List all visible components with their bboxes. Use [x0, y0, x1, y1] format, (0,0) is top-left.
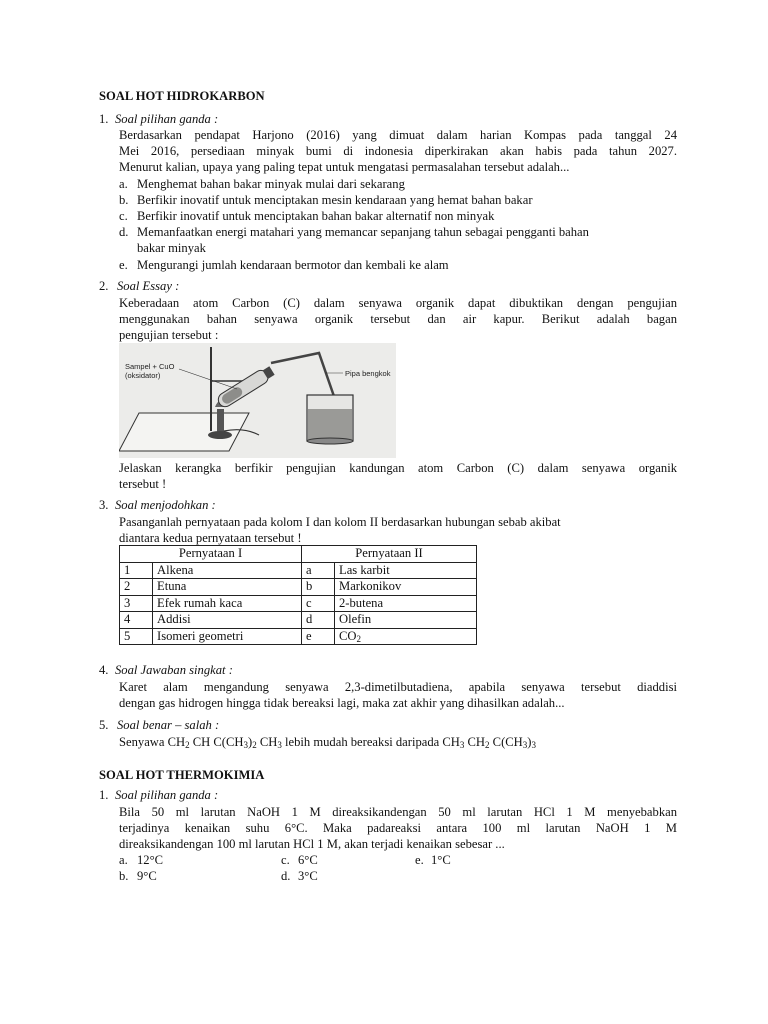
- option-key: a.: [119, 853, 128, 867]
- question-stem-line: Mei 2016, persediaan minyak bumi di indonesia diperkirakan akan habis pada tahun 2027.: [119, 144, 677, 158]
- option-text: Memanfaatkan energi matahari yang memancar sepanjang tahun sebagai pengganti bahan: [137, 225, 589, 239]
- label-bent-pipe: Pipa bengkok: [345, 369, 391, 378]
- question-stem-line: Berdasarkan pendapat Harjono (2016) yang dimuat dalam harian Kompas pada tanggal 24: [119, 128, 677, 142]
- row-letter: a: [302, 562, 335, 579]
- section-title-hidrokarbon: SOAL HOT HIDROKARBON: [99, 89, 265, 103]
- table-row: [120, 628, 477, 645]
- option-key: c.: [281, 853, 290, 867]
- option-text-continued: bakar minyak: [137, 241, 206, 255]
- option-key: a.: [119, 177, 128, 191]
- row-number: 3: [120, 595, 153, 612]
- option-text: 3°C: [298, 869, 318, 883]
- option-text: Berfikir inovatif untuk menciptakan mesin kendaraan yang hemat bahan bakar: [137, 193, 533, 207]
- formula-subscript: 2: [356, 633, 361, 644]
- table-row: [120, 595, 477, 612]
- row-number: 2: [120, 579, 153, 596]
- question-line: tersebut !: [119, 477, 167, 491]
- question-stem-line: Bila 50 ml larutan NaOH 1 M direaksikandengan 50 ml larutan HCl 1 M menyebabkan: [119, 805, 677, 819]
- matching-table: [119, 545, 477, 645]
- question-stem-line: Karet alam mengandung senyawa 2,3-dimetilbutadiena, apabila senyawa tersebut diaddisi: [119, 680, 677, 694]
- statement-2: Las karbit: [335, 562, 477, 579]
- label-oxidizer: (oksidator): [125, 371, 161, 380]
- option-key: b.: [119, 869, 129, 883]
- question-type: Soal pilihan ganda :: [115, 788, 219, 802]
- burner-stem: [217, 409, 224, 433]
- option-text: Menghemat bahan bakar minyak mulai dari sekarang: [137, 177, 405, 191]
- option-key: b.: [119, 193, 129, 207]
- table-row: [120, 562, 477, 579]
- true-false-statement: Senyawa $CH_2$ CH $C(CH_3)_2$ $CH_3$ lebih mudah bereaksi daripada $CH_3$ $CH_2$ $C(CH_3)_3$: [119, 735, 536, 750]
- table-row: [120, 612, 477, 629]
- row-letter: c: [302, 595, 335, 612]
- question-number: 5.: [99, 718, 109, 732]
- question-type: Soal Essay :: [117, 279, 180, 293]
- question-stem-line: pengujian tersebut :: [119, 328, 219, 342]
- row-letter: d: [302, 612, 335, 629]
- question-number: 4.: [99, 663, 109, 677]
- question-number: 2.: [99, 279, 109, 293]
- statement-2: [335, 628, 477, 645]
- row-number: 5: [120, 628, 153, 645]
- apparatus-diagram: [119, 343, 396, 458]
- table-header-row: [120, 546, 477, 563]
- question-type: Soal pilihan ganda :: [115, 112, 219, 126]
- question-stem-line: terjadinya kenaikan suhu 6°C. Maka padareaksi antara 100 ml larutan NaOH 1 M: [119, 821, 677, 835]
- question-stem-line: Menurut kalian, upaya yang paling tepat untuk mengatasi permasalahan tersebut adalah...: [119, 160, 570, 174]
- statement-1: Addisi: [153, 612, 302, 629]
- base-plate: [119, 413, 249, 451]
- option-text: Berfikir inovatif untuk menciptakan bahan bakar alternatif non minyak: [137, 209, 495, 223]
- statement-1: Efek rumah kaca: [153, 595, 302, 612]
- label-sample: Sampel + CuO: [125, 362, 175, 371]
- table-row: [120, 579, 477, 596]
- statement-1: Isomeri geometri: [153, 628, 302, 645]
- question-stem-line: diantara kedua pernyataan tersebut !: [119, 531, 302, 545]
- question-number: 1.: [99, 788, 109, 802]
- statement-2: Markonikov: [335, 579, 477, 596]
- option-key: c.: [119, 209, 128, 223]
- question-type: Soal menjodohkan :: [115, 498, 216, 512]
- formula-text: CO: [339, 628, 357, 643]
- column-header-2: Pernyataan II: [302, 546, 477, 563]
- option-text: 1°C: [431, 853, 451, 867]
- question-stem-line: dengan gas hidrogen hingga tidak bereaksi lagi, maka zat akhir yang dihasilkan adalah...: [119, 696, 565, 710]
- option-text: 12°C: [137, 853, 164, 867]
- burner-base: [208, 431, 232, 439]
- option-key: d.: [281, 869, 291, 883]
- carbon-test-apparatus-figure: [119, 343, 396, 458]
- limewater: [308, 409, 352, 440]
- question-type: Soal benar – salah :: [117, 718, 220, 732]
- row-letter: b: [302, 579, 335, 596]
- question-stem-line: Pasanganlah pernyataan pada kolom I dan kolom II berdasarkan hubungan sebab akibat: [119, 515, 561, 529]
- row-letter: e: [302, 628, 335, 645]
- option-key: e.: [119, 258, 128, 272]
- option-text: 9°C: [137, 869, 157, 883]
- row-number: 4: [120, 612, 153, 629]
- column-header-1: Pernyataan I: [120, 546, 302, 563]
- option-key: e.: [415, 853, 424, 867]
- statement-1: Alkena: [153, 562, 302, 579]
- option-text: 6°C: [298, 853, 318, 867]
- question-number: 1.: [99, 112, 109, 126]
- row-number: 1: [120, 562, 153, 579]
- question-line: Jelaskan kerangka berfikir pengujian kandungan atom Carbon (C) dalam senyawa organik: [119, 461, 677, 475]
- option-text: Mengurangi jumlah kendaraan bermotor dan kembali ke alam: [137, 258, 449, 272]
- question-number: 3.: [99, 498, 109, 512]
- question-stem-line: Keberadaan atom Carbon (C) dalam senyawa organik dapat dibuktikan dengan pengujian: [119, 296, 677, 310]
- question-stem-line: direaksikandengan 100 ml larutan HCl 1 M, akan terjadi kenaikan sebesar ...: [119, 837, 505, 851]
- statement-2: 2-butena: [335, 595, 477, 612]
- statement-1: Etuna: [153, 579, 302, 596]
- statement-2: Olefin: [335, 612, 477, 629]
- section-title-thermokimia: SOAL HOT THERMOKIMIA: [99, 768, 265, 782]
- question-type: Soal Jawaban singkat :: [115, 663, 233, 677]
- question-stem-line: menggunakan bahan senyawa organik tersebut dan air kapur. Berikut adalah bagan: [119, 312, 677, 326]
- option-key: d.: [119, 225, 129, 239]
